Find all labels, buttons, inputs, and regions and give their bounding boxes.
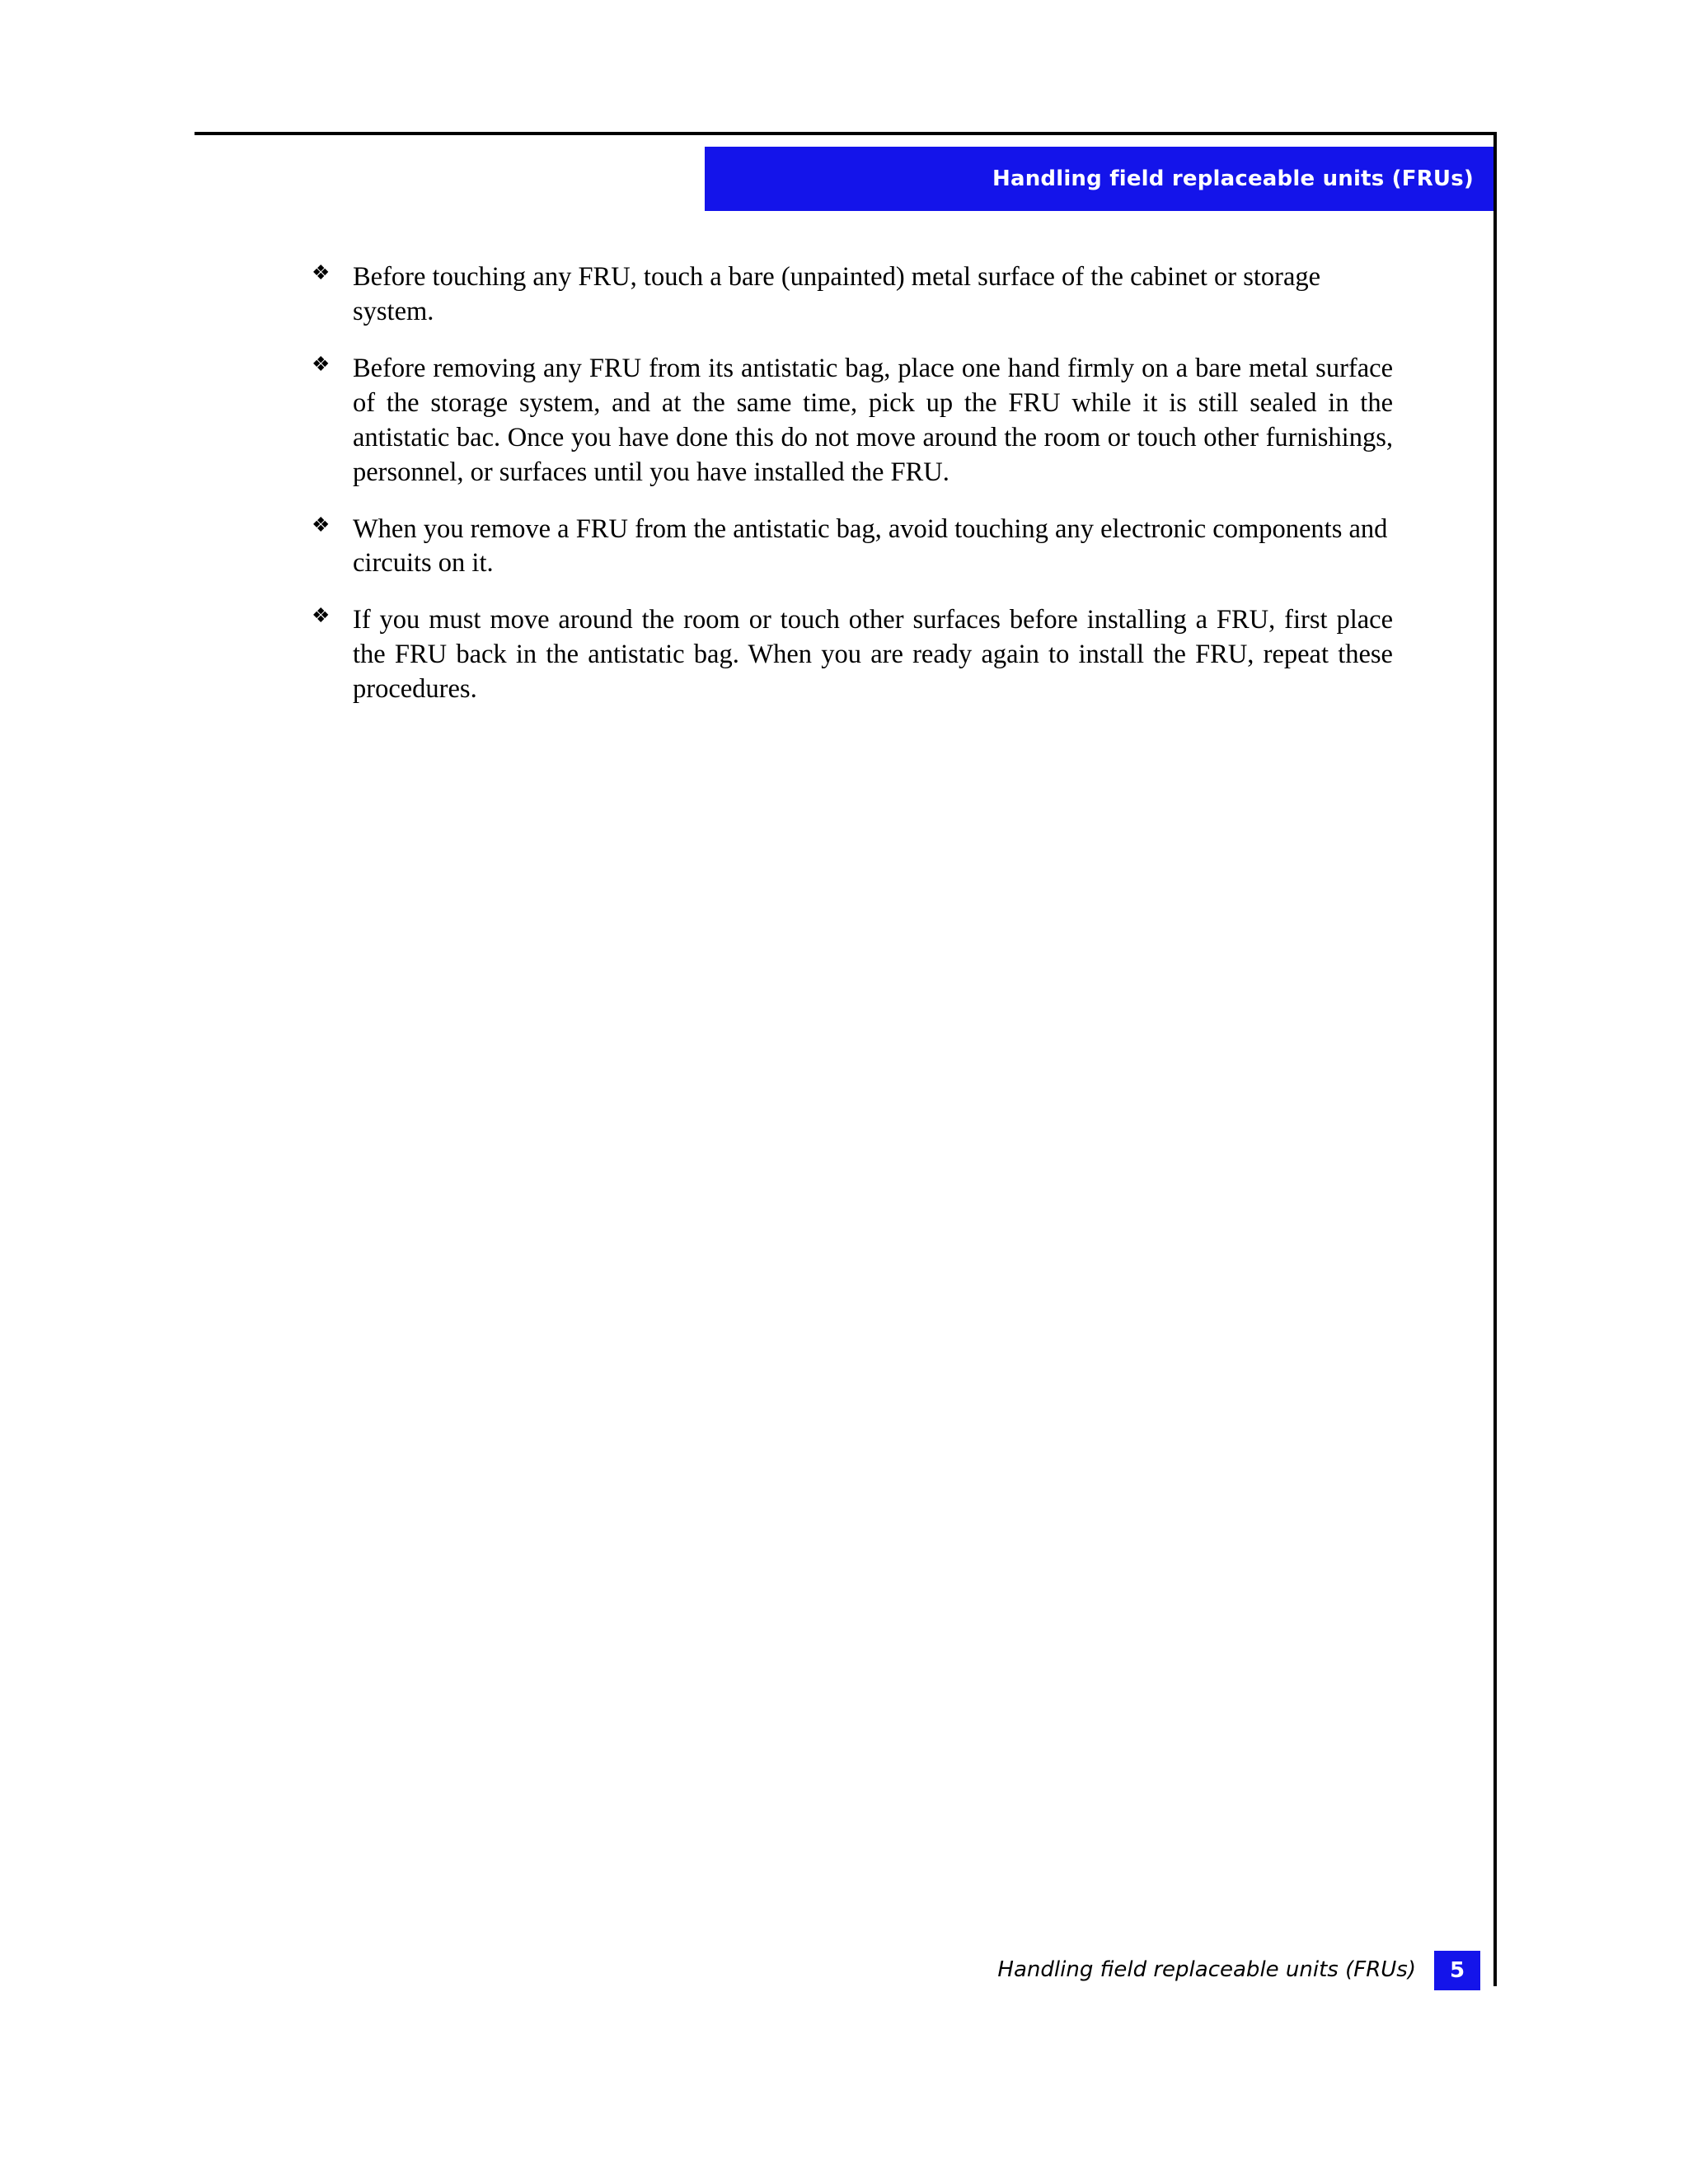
list-item (305, 603, 1393, 707)
bullet-list (305, 260, 1393, 707)
page-number-badge (1434, 1951, 1480, 1990)
page-number: 5 (1449, 1958, 1465, 1983)
diamond-bullet-icon: ❖ (312, 353, 331, 376)
diamond-bullet-icon: ❖ (312, 605, 331, 628)
diamond-bullet-icon: ❖ (312, 262, 331, 284)
list-item-text: When you remove a FRU from the antistatic bag, avoid touching any electronic components and circuits on it. (353, 513, 1388, 579)
footer-title: Handling field replaceable units (FRUs) (997, 1957, 1416, 1982)
header-banner-title: Handling field replaceable units (FRUs) (992, 166, 1474, 191)
list-item-text: Before touching any FRU, touch a bare (unpainted) metal surface of the cabinet or storage system. (353, 262, 1321, 326)
list-item-text: If you must move around the room or touch other surfaces before installing a FRU, first place the FRU back in the antistatic bag. When you are ready again to install the FRU, repeat these procedures. (353, 605, 1393, 705)
page-content (305, 260, 1393, 729)
diamond-bullet-icon: ❖ (312, 513, 331, 537)
list-item (305, 260, 1393, 330)
page-right-rule (1493, 132, 1497, 1986)
list-item (305, 513, 1393, 582)
list-item (305, 352, 1393, 490)
page-footer (0, 1957, 1688, 2007)
header-banner (705, 147, 1493, 211)
header-top-rule (195, 132, 1497, 135)
list-item-text: Before removing any FRU from its antistatic bag, place one hand firmly on a bare metal surface of the storage system, and at the same time, pick up the FRU while it is still sealed in the antistatic bac. Once you have done this do not move around the room or touch other furnishings, personnel, or surfaces until you have installed the FRU. (353, 353, 1393, 487)
